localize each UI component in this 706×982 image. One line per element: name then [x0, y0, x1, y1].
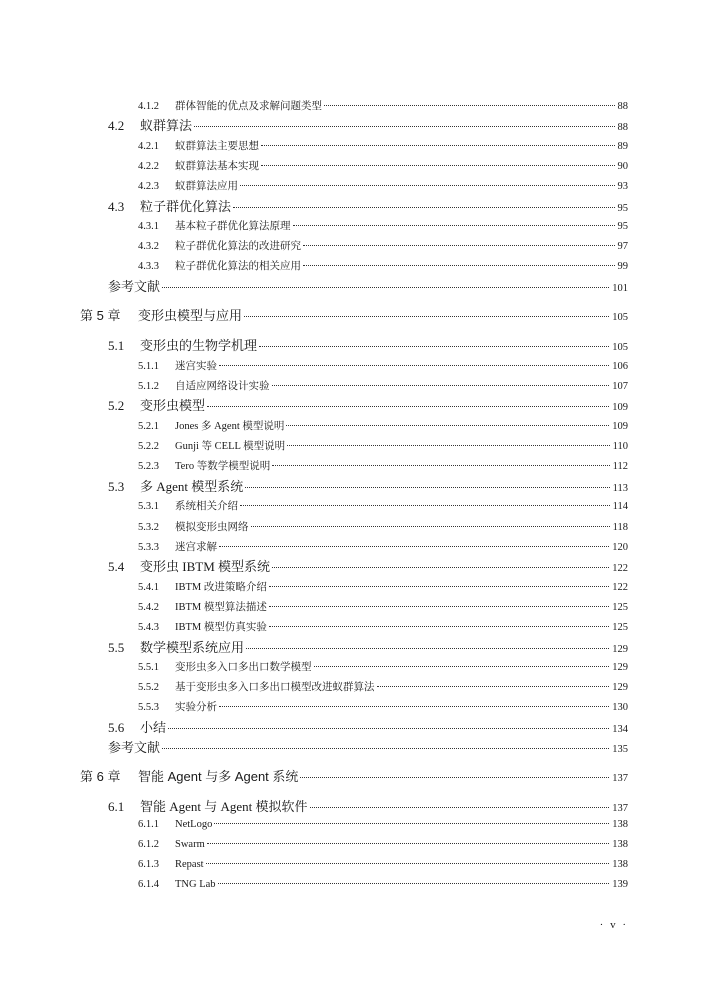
toc-number: 6.1 [108, 799, 125, 815]
toc-page-number: 101 [612, 282, 628, 294]
toc-entry [138, 679, 628, 694]
toc-page-number: 137 [612, 803, 628, 815]
dot-leader [162, 748, 609, 749]
toc-page-number: 125 [612, 601, 628, 613]
dot-leader [207, 843, 610, 844]
toc-number: 6.1.4 [138, 879, 159, 891]
toc-entry [138, 418, 628, 433]
toc-entry [108, 717, 628, 736]
dot-leader [206, 863, 610, 864]
dot-leader [162, 287, 609, 288]
toc-entry [138, 539, 628, 554]
toc-title: 数学模型系统应用 [140, 639, 245, 655]
toc-page-number: 114 [612, 501, 628, 513]
toc-title: IBTM 模型算法描述 [175, 601, 267, 613]
toc-number: 第 6 章 [80, 769, 121, 785]
toc-title: 粒子群优化算法的相关应用 [175, 261, 301, 273]
toc-title: Tero 等数学模型说明 [175, 461, 271, 473]
dot-leader [219, 365, 609, 366]
toc-title: 迷宫求解 [175, 541, 217, 553]
toc-entry [138, 498, 628, 513]
dot-leader [194, 126, 614, 127]
toc-number: 4.3 [108, 198, 125, 214]
toc-entry [138, 879, 628, 890]
toc-title: 自适应网络设计实验 [175, 380, 270, 392]
toc-title: 参考文献 [108, 278, 161, 294]
toc-page-number: 88 [617, 100, 628, 112]
toc-number: 5.4.2 [138, 601, 159, 613]
dot-leader [272, 385, 610, 386]
toc-references [108, 737, 628, 756]
toc-title: 实验分析 [175, 702, 217, 714]
toc-title: IBTM 改进策略介绍 [175, 581, 267, 593]
toc-entry [138, 98, 628, 113]
toc-number: 5.3.1 [138, 501, 159, 513]
toc-title: Repast [175, 859, 204, 871]
toc-entry [138, 859, 628, 870]
toc-title: 智能 Agent 与多 Agent 系统 [138, 769, 299, 785]
toc-entry [138, 519, 628, 534]
toc-page-number: 105 [612, 342, 628, 354]
toc-title: 变形虫模型与应用 [138, 308, 243, 323]
toc-chapter [80, 766, 628, 785]
toc-title: 基于变形虫多入口多出口模型改进蚁群算法 [175, 682, 375, 694]
toc-page-number: 113 [612, 482, 628, 494]
toc-title: 参考文献 [108, 740, 161, 756]
toc-title: IBTM 模型仿真实验 [175, 622, 267, 633]
dot-leader [261, 145, 615, 146]
toc-number: 5.4 [108, 559, 125, 575]
toc-page-number: 89 [617, 140, 628, 152]
toc-entry [138, 839, 628, 850]
toc-number: 6.1.2 [138, 839, 159, 850]
toc-entry [138, 699, 628, 714]
toc-number: 6.1.1 [138, 818, 159, 830]
toc-page-number: 129 [612, 682, 628, 694]
toc-number: 5.3.2 [138, 521, 159, 533]
toc-number: 5.1 [108, 338, 125, 354]
dot-leader [286, 425, 609, 426]
dot-leader [269, 586, 609, 587]
toc-title: 粒子群优化算法的改进研究 [175, 241, 301, 253]
dot-leader [219, 706, 609, 707]
dot-leader [244, 316, 609, 317]
toc-page-number: 137 [612, 773, 628, 785]
toc-number: 5.3 [108, 478, 125, 494]
toc-page-number: 109 [612, 421, 628, 432]
dot-leader [218, 883, 610, 884]
toc-number: 4.1.2 [138, 100, 159, 112]
dot-leader [207, 406, 609, 407]
toc-entry [108, 196, 628, 215]
toc-entry [108, 796, 628, 815]
toc-page-number: 107 [612, 380, 628, 392]
dot-leader [377, 686, 610, 687]
toc-page-number: 135 [612, 744, 628, 756]
toc-page-number: 138 [612, 859, 628, 871]
toc-number: 5.1.1 [138, 360, 159, 372]
toc-number: 4.2.1 [138, 140, 159, 152]
toc-number: 4.2.3 [138, 180, 159, 192]
toc-title: 粒子群优化算法 [140, 198, 232, 214]
toc-page-number: 118 [612, 521, 628, 533]
toc-page-number: 109 [612, 402, 628, 414]
dot-leader [303, 245, 615, 246]
toc-number: 5.2 [108, 398, 125, 414]
dot-leader [246, 648, 609, 649]
toc-page-number: 93 [617, 180, 628, 192]
toc-number: 第 5 章 [80, 308, 121, 323]
dot-leader [287, 445, 609, 446]
toc-entry [138, 599, 628, 614]
toc-page-number: 122 [612, 563, 628, 575]
toc-entry [108, 556, 628, 575]
toc-entry [138, 458, 628, 473]
dot-leader [269, 606, 609, 607]
toc-title: 迷宫实验 [175, 360, 217, 372]
toc-page-number: 88 [617, 122, 628, 134]
toc-number: 4.3.2 [138, 241, 159, 253]
toc-entry [108, 115, 628, 134]
dot-leader [261, 165, 615, 166]
toc-page-number: 122 [612, 581, 628, 593]
toc-page-number: 95 [617, 221, 628, 233]
toc-entry [138, 358, 628, 373]
toc-number: 5.6 [108, 720, 125, 735]
toc-page-number: 99 [617, 261, 628, 273]
toc-entry [138, 138, 628, 153]
toc-title: 变形虫 IBTM 模型系统 [140, 559, 271, 575]
toc-number: 5.3.3 [138, 541, 159, 553]
toc-number: 4.2 [108, 118, 125, 134]
toc-page-number: 138 [612, 839, 628, 850]
toc-page-number: 110 [612, 441, 628, 453]
toc-chapter [80, 305, 628, 324]
dot-leader [251, 526, 610, 527]
dot-leader [314, 666, 610, 667]
toc-page-number: 105 [612, 312, 628, 323]
toc-entry [138, 218, 628, 233]
toc-number: 4.3.3 [138, 261, 159, 273]
dot-leader [219, 546, 609, 547]
toc-number: 5.2.3 [138, 461, 159, 473]
toc-title: NetLogo [175, 818, 213, 830]
dot-leader [303, 265, 615, 266]
toc-title: 蚁群算法应用 [175, 180, 238, 192]
dot-leader [214, 823, 609, 824]
dot-leader [300, 777, 609, 778]
toc-page-number: 97 [617, 241, 628, 253]
dot-leader [259, 346, 609, 347]
toc-page-number: 139 [612, 879, 628, 891]
toc-entry [108, 395, 628, 414]
toc-page-number: 129 [612, 662, 628, 674]
toc-entry [138, 659, 628, 674]
toc-page-number: 130 [612, 702, 628, 714]
dot-leader [272, 465, 609, 466]
toc-number: 5.5.3 [138, 702, 159, 714]
toc-page-number: 129 [612, 643, 628, 655]
dot-leader [324, 105, 615, 106]
dot-leader [269, 626, 609, 627]
toc-title: 多 Agent 模型系统 [140, 478, 244, 494]
toc-references [108, 276, 628, 295]
toc-entry [138, 438, 628, 453]
toc-entry [138, 178, 628, 193]
toc-number: 5.1.2 [138, 380, 159, 392]
toc-entry [108, 637, 628, 656]
toc-title: 变形虫的生物学机理 [140, 338, 258, 354]
toc-title: 群体智能的优点及求解问题类型 [175, 100, 322, 112]
toc-title: 小结 [140, 720, 167, 735]
toc-number: 5.5.2 [138, 682, 159, 694]
toc-page-number: 120 [612, 541, 628, 553]
toc-entry [138, 619, 628, 634]
toc-page-number: 106 [612, 360, 628, 372]
toc-title: 智能 Agent 与 Agent 模拟软件 [140, 799, 308, 815]
dot-leader [310, 807, 610, 808]
toc-title: 变形虫多入口多出口数学模型 [175, 662, 312, 674]
toc-number: 4.3.1 [138, 221, 159, 233]
toc-number: 4.2.2 [138, 160, 159, 172]
toc-title: Swarm [175, 839, 205, 850]
toc-title: TNG Lab [175, 879, 216, 891]
toc-entry [108, 476, 628, 495]
toc-page-number: 134 [612, 724, 628, 735]
page-number: · v · [599, 919, 628, 931]
toc-entry [108, 335, 628, 354]
toc-title: 基本粒子群优化算法原理 [175, 221, 291, 233]
dot-leader [240, 185, 615, 186]
toc-entry [138, 579, 628, 594]
toc-entry [138, 258, 628, 273]
toc-page-number: 138 [612, 818, 628, 830]
toc-number: 5.2.2 [138, 441, 159, 453]
toc-page-number: 125 [612, 622, 628, 633]
toc-title: 变形虫模型 [140, 398, 206, 414]
toc-page-number: 90 [617, 160, 628, 172]
toc-page-number: 112 [612, 461, 628, 473]
toc-title: 系统相关介绍 [175, 501, 238, 513]
dot-leader [245, 487, 609, 488]
toc-number: 5.2.1 [138, 421, 159, 432]
toc-number: 6.1.3 [138, 859, 159, 871]
toc-title: 模拟变形虫网络 [175, 521, 249, 533]
toc-number: 5.4.3 [138, 622, 159, 633]
toc-page-number: 95 [617, 202, 628, 214]
toc-entry [138, 238, 628, 253]
dot-leader [293, 225, 615, 226]
toc-title: 蚁群算法主要思想 [175, 140, 259, 152]
toc-number: 5.5 [108, 639, 125, 655]
dot-leader [240, 505, 610, 506]
toc-title: 蚁群算法 [140, 118, 193, 134]
toc-title: Jones 多 Agent 模型说明 [175, 421, 285, 432]
dot-leader [233, 207, 614, 208]
toc-number: 5.5.1 [138, 662, 159, 674]
dot-leader [272, 567, 609, 568]
toc-title: 蚁群算法基本实现 [175, 160, 259, 172]
dot-leader [168, 728, 609, 729]
toc-entry [138, 819, 628, 830]
toc-entry [138, 158, 628, 173]
toc-number: 5.4.1 [138, 581, 159, 593]
toc-title: Gunji 等 CELL 模型说明 [175, 441, 286, 453]
toc-entry [138, 378, 628, 393]
